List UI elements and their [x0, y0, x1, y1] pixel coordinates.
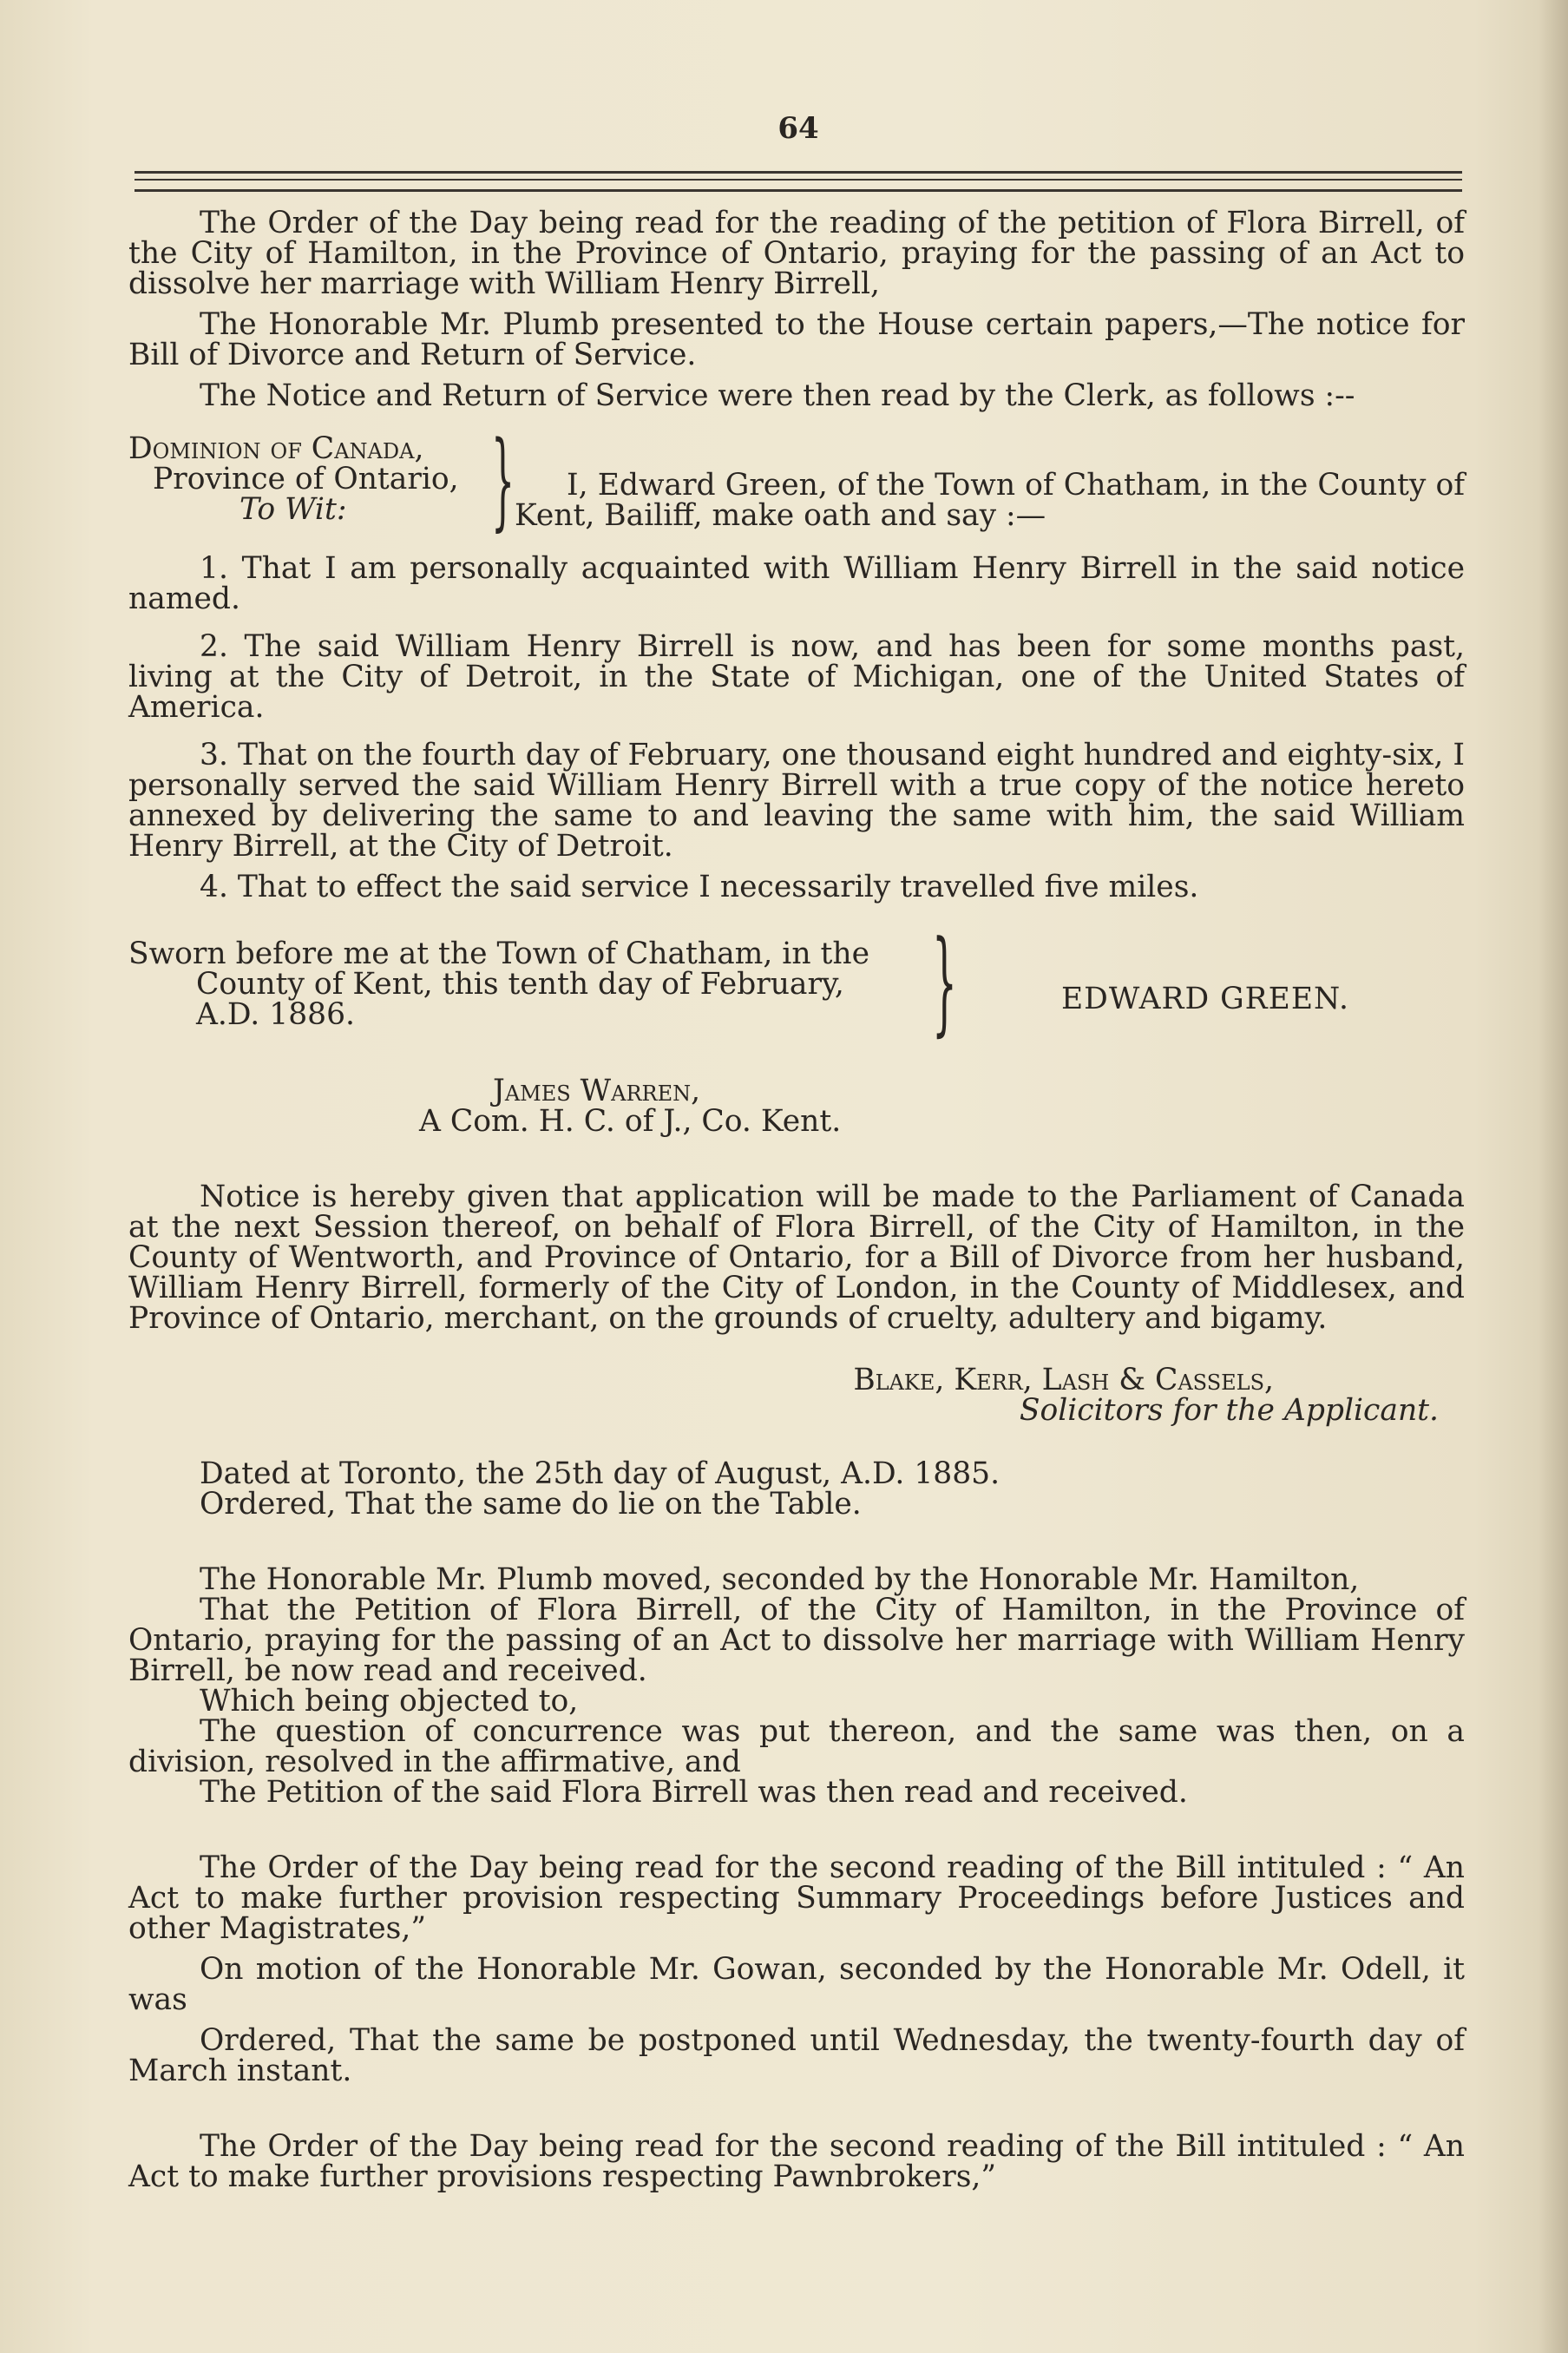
solicitors-role: Solicitors for the Applicant.: [1019, 1393, 1439, 1428]
affiant-signature: EDWARD GREEN.: [1061, 982, 1349, 1016]
commissioner-name: James Warren,: [493, 1074, 701, 1108]
solicitors-name: Blake, Kerr, Lash & Cassels,: [853, 1363, 1274, 1397]
venue-to-wit: To Wit:: [239, 492, 347, 527]
paragraph-order-of-day: The Order of the Day being read for the reading of the petition of Flora Birrell, of the City of Hamilton, in the Province of Ontario, praying for the passing of an Act to dissolve her marriage with William Henry Birrell,: [128, 206, 1465, 301]
venue-brace: }: [491, 418, 515, 542]
affidavit-venue: [128, 418, 1465, 542]
order-summary-proceedings-bill: The Order of the Day being read for the second reading of the Bill intituled : “ An Act to make further provision respecting Summary Proceedings before Justices and other Magistrates,”: [128, 1850, 1465, 1946]
jurat-line: Sworn before me at the Town of Chatham, in the: [128, 937, 870, 971]
divorce-notice: Notice is hereby given that application will be made to the Parliament of Canada at the next Session thereof, on behalf of Flora Birrell, of the City of Hamilton, in the County of Wentworth, and Province of Ontario, for a Bill of Divorce from her husband, William Henry Birrell, formerly of the City of London, in the County of Middlesex, and Province of Ontario, merchant, on the grounds of cruelty, adultery and bigamy.: [128, 1180, 1465, 1336]
venue-heading: [128, 431, 484, 527]
notice-dated: Dated at Toronto, the 25th day of August, A.D. 1885.: [200, 1456, 1001, 1491]
affidavit-item-3: 3. That on the fourth day of February, one thousand eight hundred and eighty-six, I personally served the said William Henry Birrell with a true copy of the notice hereto annexed by delivering the same to and leaving the same with him, the said William Henry Birrell, at the City of Detroit.: [128, 738, 1465, 864]
jurat-brace: }: [932, 916, 957, 1048]
page-edge-shadow: [1538, 0, 1568, 2353]
affiant-statement: I, Edward Green, of the Town of Chatham, in the County of Kent, Bailiff, make oath and say :—: [515, 468, 1465, 533]
paragraph-notice-read: The Notice and Return of Service were then read by the Clerk, as follows :--: [200, 378, 1355, 413]
affidavit-item-1: 1. That I am personally acquainted with William Henry Birrell in the said notice named.: [128, 551, 1465, 616]
venue-province: Province of Ontario,: [153, 462, 459, 496]
venue-dominion: Dominion of Canada,: [128, 431, 424, 466]
header-rule: [134, 179, 1462, 181]
motion-objected: Which being objected to,: [200, 1684, 579, 1719]
header-rule: [134, 189, 1462, 192]
jurat-block: [128, 916, 1465, 1076]
header-rule: [134, 171, 1462, 174]
petition-received: The Petition of the said Flora Birrell was then read and received.: [200, 1775, 1188, 1810]
motion-question: The question of concurrence was put thereon, and the same was then, on a division, resolved in the affirmative, and: [128, 1714, 1465, 1779]
affidavit-item-4: 4. That to effect the said service I necessarily travelled five miles.: [200, 870, 1199, 904]
order-pawnbrokers-bill: The Order of the Day being read for the second reading of the Bill intituled : “ An Act to make further provisions respecting Pawnbrokers,”: [128, 2129, 1465, 2194]
motion-text: That the Petition of Flora Birrell, of the City of Hamilton, in the Province of Ontario, praying for the passing of an Act to dissolve her marriage with William Henry Birrell, be now read and received.: [128, 1593, 1465, 1688]
jurat-line: A.D. 1886.: [196, 997, 356, 1032]
motion-gowan: On motion of the Honorable Mr. Gowan, seconded by the Honorable Mr. Odell, it was: [128, 1952, 1465, 2017]
commissioner-title: A Com. H. C. of J., Co. Kent.: [419, 1104, 842, 1139]
motion-mover: The Honorable Mr. Plumb moved, seconded by the Honorable Mr. Hamilton,: [200, 1562, 1360, 1597]
page-number: 64: [777, 111, 819, 146]
affidavit-item-2: 2. The said William Henry Birrell is now, and has been for some months past, living at the City of Detroit, in the State of Michigan, one of the United States of America.: [128, 629, 1465, 725]
jurat-text: [128, 939, 935, 1030]
ordered-lie-on-table: Ordered, That the same do lie on the Table.: [200, 1487, 862, 1522]
paragraph-papers-presented: The Honorable Mr. Plumb presented to the House certain papers,—The notice for Bill of Divorce and Return of Service.: [128, 307, 1465, 372]
jurat-line: County of Kent, this tenth day of February,: [196, 967, 844, 1002]
page-body: [128, 208, 1465, 2192]
ordered-postponed: Ordered, That the same be postponed until Wednesday, the twenty-fourth day of March instant.: [128, 2023, 1465, 2088]
